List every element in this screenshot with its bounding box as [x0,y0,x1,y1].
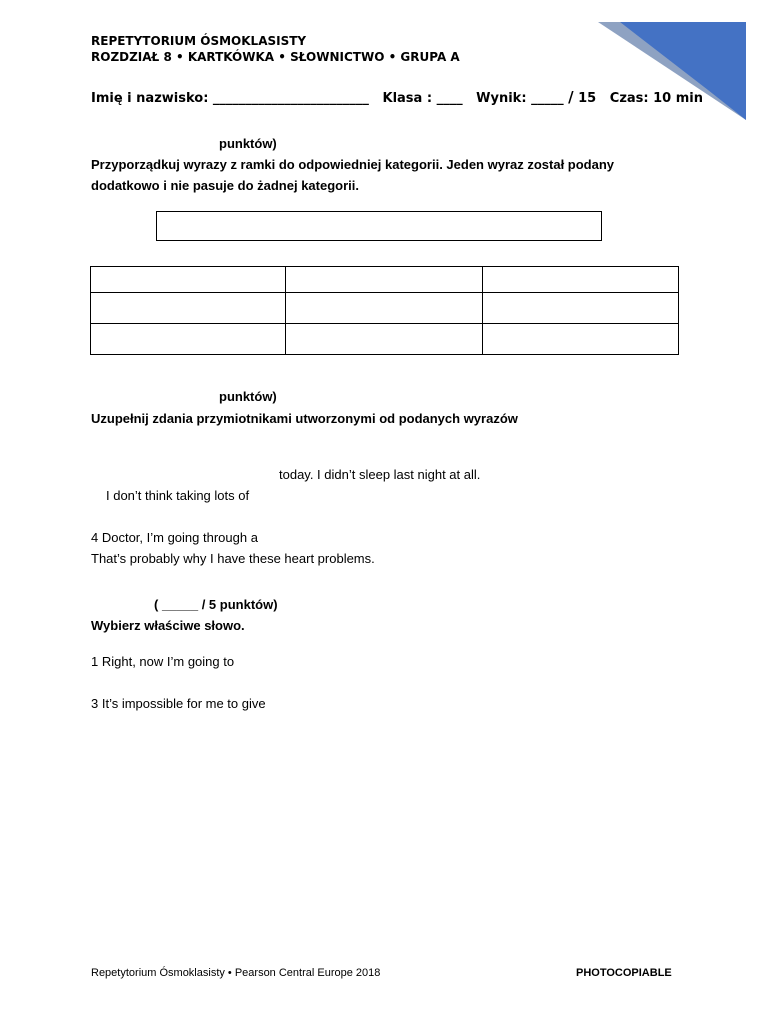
score-slash: / [568,88,574,106]
student-line [91,88,703,106]
task2-fragment2: I don’t think taking lots of [106,488,250,503]
table-cell[interactable] [482,324,678,355]
header-title: REPETYTORIUM ÓSMOKLASISTY [91,34,307,48]
table-cell[interactable] [91,293,286,324]
table-cell[interactable] [286,293,482,324]
table-cell[interactable] [286,324,482,355]
table-cell[interactable] [91,324,286,355]
task2-points: punktów) [219,389,277,404]
task3-item1: 1 Right, now I’m going to [91,654,235,669]
table-cell[interactable] [482,293,678,324]
footer-right: PHOTOCOPIABLE [576,967,672,979]
task1-instruction-line2: dodatkowo i nie pasuje do żadnej kategorii. [91,178,359,193]
name-label: Imię i nazwisko: [91,91,209,106]
table-cell[interactable] [91,267,286,293]
category-table [90,266,679,355]
score-label: Wynik: [476,91,527,106]
time-label: Czas: 10 min [609,91,703,106]
task2-instruction: Uzupełnij zdania przymiotnikami utworzonymi od podanych wyrazów [91,411,518,426]
task3-points: ( _____ / 5 punktów) [154,597,278,612]
footer-left: Repetytorium Ósmoklasisty • Pearson Central Europe 2018 [91,967,381,979]
table-cell[interactable] [286,267,482,293]
word-box [156,211,602,241]
header-subtitle: ROZDZIAŁ 8 • KARTKÓWKA • SŁOWNICTWO • GRUPA A [91,50,460,64]
class-label: Klasa : [382,91,433,106]
table-row [91,293,679,324]
table-row [91,267,679,293]
task2-fragment1: today. I didn’t sleep last night at all. [279,467,481,482]
task2-item4-cont: That’s probably why I have these heart problems. [91,551,375,566]
name-blank[interactable]: ________________________ [212,91,369,106]
table-row [91,324,679,355]
task2-item4: 4 Doctor, I’m going through a [91,530,258,545]
task1-instruction-line1: Przyporządkuj wyrazy z ramki do odpowiedniej kategorii. Jeden wyraz został podany [91,157,615,172]
task3-instruction: Wybierz właściwe słowo. [91,618,245,633]
score-total: 15 [578,91,597,106]
task3-item3: 3 It’s impossible for me to give [91,696,266,711]
table-cell[interactable] [482,267,678,293]
task1-points: punktów) [219,136,277,151]
score-blank[interactable]: _____ [531,91,564,106]
class-blank[interactable]: ____ [436,91,463,106]
